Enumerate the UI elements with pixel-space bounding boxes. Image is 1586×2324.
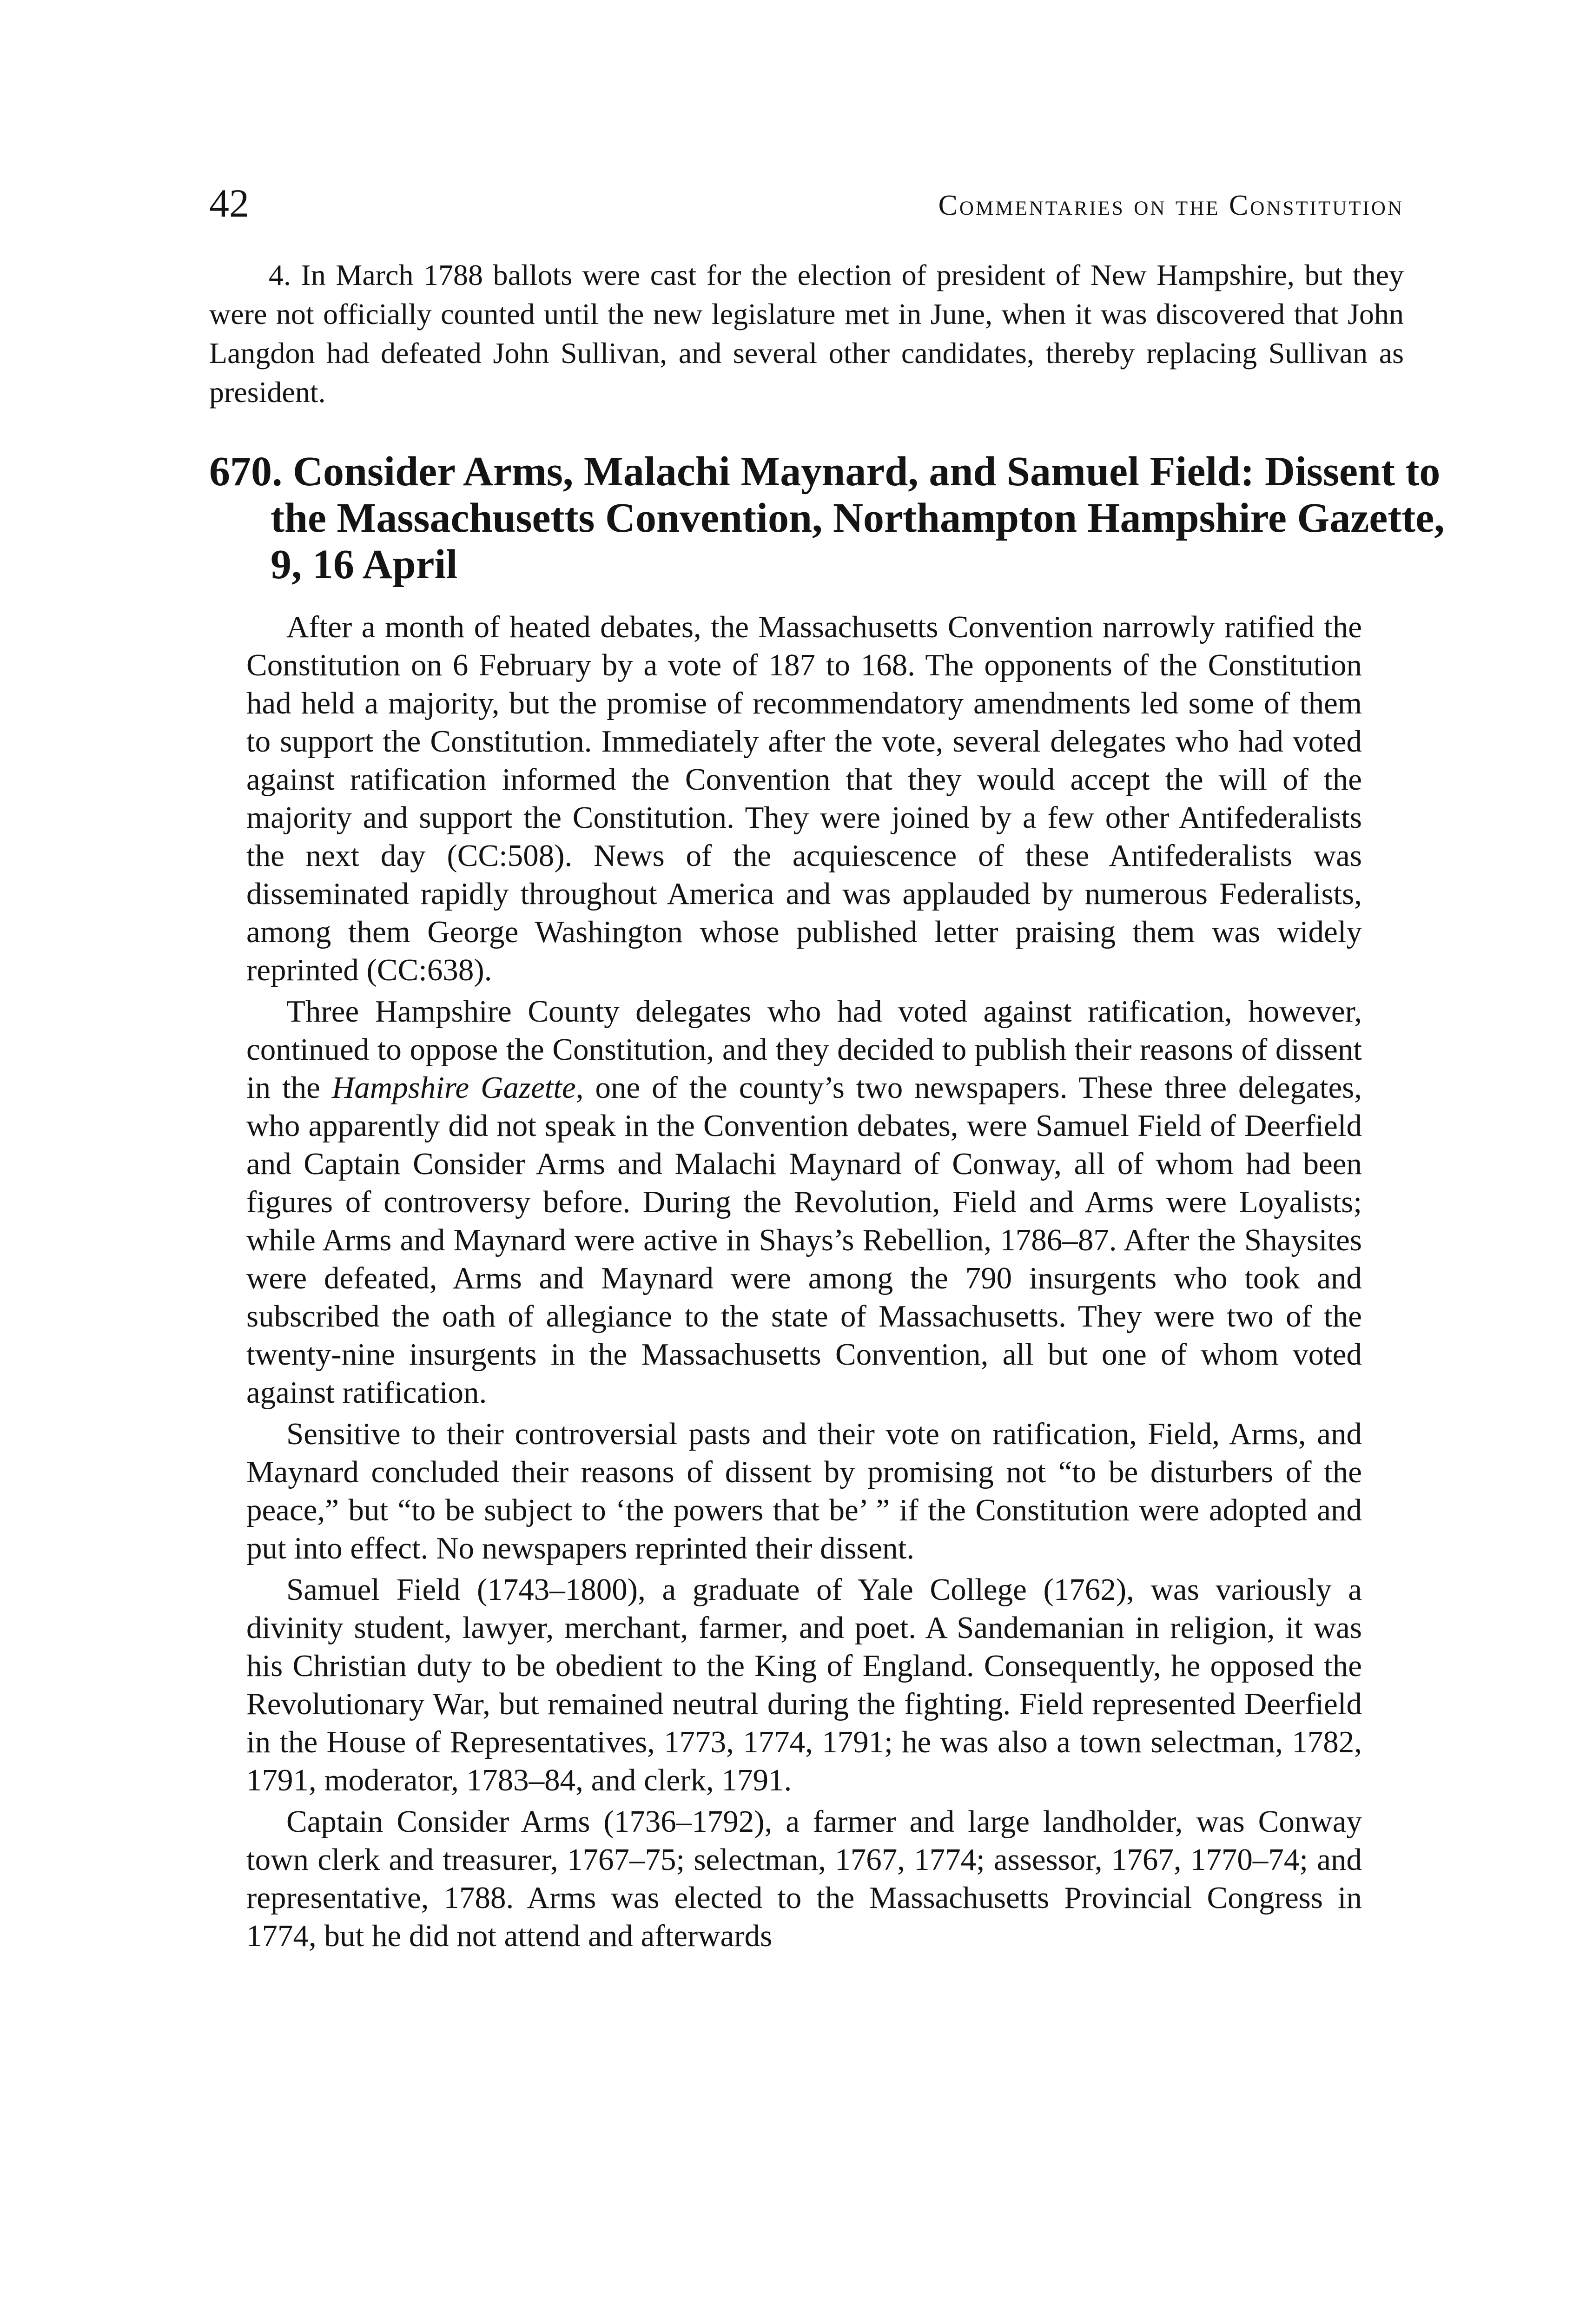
paragraph-2-text-end: , one of the county’s two newspapers. These three delegates, who apparently did not speak in the Convention debates, were Samuel Field of Deerfield and Captain Consider Arms and Malachi Maynard of Conway, all of whom had been figures of controversy before. During the Revolution, Field and Arms were Loyalists; while Arms and Maynard were active in Shays’s Rebellion, 1786–87. After the Shaysites were defeated, Arms and Maynard were among the 790 insurgents who took and subscribed the oath of allegiance to the state of Massachusetts. They were two of the twenty-nine insurgents in the Massachusetts Convention, all but one of whom voted against ratification. — [246, 1070, 1362, 1410]
document-heading: 670. Consider Arms, Malachi Maynard, and Samuel Field: Dissent to the Massachusetts Convention, Northampton Hampshire Gazette, 9, 16 April — [209, 449, 1445, 588]
paragraph-2-text-start: Three Hampshire County delegates who had voted against ratification, however, continued to oppose the Constitution, and they decided to publish their reasons of dissent in the — [246, 994, 1362, 1105]
headnote-paragraph-5: Captain Consider Arms (1736–1792), a farmer and large landholder, was Conway town clerk and treasurer, 1767–75; selectman, 1767, 1774; assessor, 1767, 1770–74; and representative, 1788. Arms was elected to the Massachusetts Provincial Congress in 1774, but he did not attend and afterwards — [246, 1804, 1362, 1953]
page-number: 42 — [209, 181, 249, 225]
footnote-4: 4. In March 1788 ballots were cast for the election of president of New Hampshire, but they were not officially counted until the new legislature met in June, when it was discovered that John Langdon had defeated John Sullivan, and several other candidates, thereby replacing Sullivan as president. — [209, 258, 1404, 409]
headnote-paragraph-2 — [246, 992, 1362, 1412]
headnote-paragraph-3: Sensitive to their controversial pasts and their vote on ratification, Field, Arms, and Maynard concluded their reasons of dissent by promising not “to be disturbers of the peace,” but “to be subject to ‘the powers that be’ ” if the Constitution were adopted and put into effect. No newspapers reprinted their dissent. — [246, 1417, 1362, 1565]
headnote — [246, 608, 1362, 1958]
running-head — [209, 178, 1404, 229]
running-title: Commentaries on the Constitution — [938, 190, 1404, 221]
headnote-paragraph-1: After a month of heated debates, the Massachusetts Convention narrowly ratified the Constitution on 6 February by a vote of 187 to 168. The opponents of the Constitution had held a majority, but the promise of recommendatory amendments led some of them to support the Constitution. Immediately after the vote, several delegates who had voted against ratification informed the Convention that they would accept the will of the majority and support the Constitution. They were joined by a few other Antifederalists the next day (CC:508). News of the acquiescence of these Antifederalists was disseminated rapidly throughout America and was applauded by numerous Federalists, among them George Washington whose published letter praising them was widely reprinted (CC:638). — [246, 610, 1362, 987]
newspaper-title: Hampshire Gazette — [331, 1070, 576, 1105]
headnote-paragraph-4: Samuel Field (1743–1800), a graduate of Yale College (1762), was variously a divinity student, lawyer, merchant, farmer, and poet. A Sandemanian in religion, it was his Christian duty to be obedient to the King of England. Consequently, he opposed the Revolutionary War, but remained neutral during the fighting. Field represented Deerfield in the House of Representatives, 1773, 1774, 1791; he was also a town selectman, 1782, 1791, moderator, 1783–84, and clerk, 1791. — [246, 1572, 1362, 1797]
